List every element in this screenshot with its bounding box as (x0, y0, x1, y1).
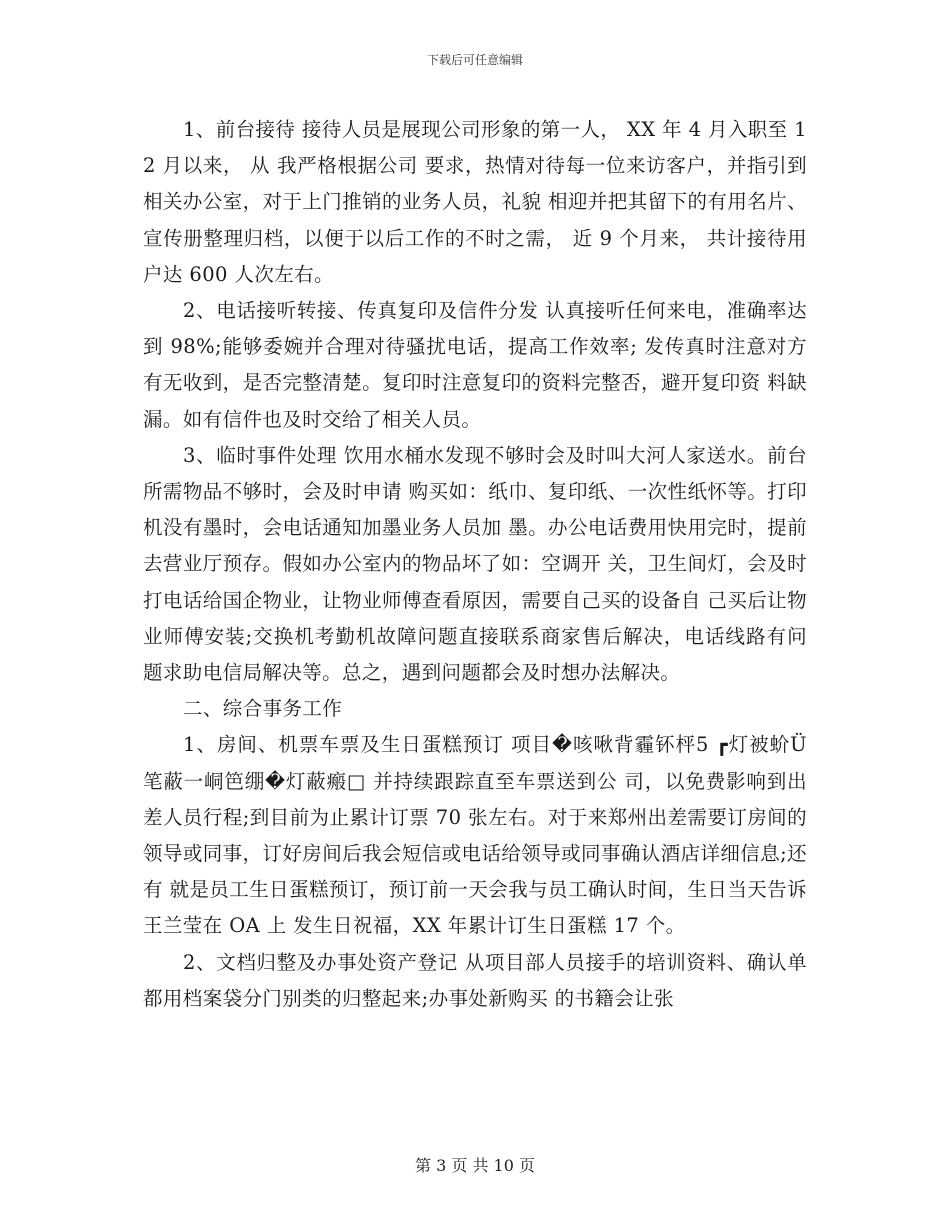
page-header-note: 下载后可任意编辑 (426, 53, 523, 67)
paragraph-document-filing: 2、文档归整及办事处资产登记 从项目部人员接手的培训资料、确认单都用档案袋分门别类的归整起来;办事处新购买 的书籍会让张 (143, 950, 807, 1010)
document-body (143, 112, 807, 1017)
section-heading-general-affairs: 二、综合事务工作 (183, 697, 343, 721)
paragraph-temporary-matters: 3、临时事件处理 饮用水桶水发现不够时会及时叫大河人家送水。前台所需物品不够时，会及时申请 购买如：纸巾、复印纸、一次性纸怀等。打印机没有墨时，会电话通知加墨业务人员加 墨。办公电话费用快用完时，提前去营业厅预存。假如办公室内的物品坏了如：空调开 关，卫生间灯，会及时打电话给国企物业，让物业师傅查看原因，需要自己买的设备自 己买后让物业师傅安装;交换机考勤机故障问题直接联系商家售后解决，电话线路有问 题求助电信局解决等。总之，遇到问题都会及时想办法解决。 (143, 443, 807, 685)
paragraph-front-desk-reception: 1、前台接待 接待人员是展现公司形象的第一人， XX 年 4 月入职至 12 月以来， 从 我严格根据公司 要求，热情对待每一位来访客户，并指引到相关办公室，对于上门推销的业务人员，礼貌 相迎并把其留下的有用名片、宣传册整理归档，以便于以后工作的不时之需， 近 9 个月来， 共计接待用户达 600 人次左右。 (143, 118, 807, 286)
paragraph-phone-fax-mail: 2、电话接听转接、传真复印及信件分发 认真接听任何来电，准确率达到 98%;能够委婉并合理对待骚扰电话，提高工作效率; 发传真时注意对方有无收到，是否完整清楚。复印时注意复印的资料完整否，避开复印资 料缺漏。如有信件也及时交给了相关人员。 (143, 299, 807, 431)
paragraph-booking: 1、房间、机票车票及生日蛋糕预订 项目�咳啾背霾钚枰5 ┏灯被蚧Ü 笔蔽一峒笆绷�灯蔽瘢□ 并持续跟踪直至车票送到公 司，以免费影响到出差人员行程;到目前为止累计订票 70 张左右。对于来郑州出差需要订房间的领导或同事，订好房间后我会短信或电话给领导或同事确认酒店详细信息;还有 就是员工生日蛋糕预订，预订前一天会我与员工确认时间，生日当天告诉王兰莹在 OA 上 发生日祝福，XX 年累计订生日蛋糕 17 个。 (143, 733, 807, 938)
page-number-footer: 第 3 页 共 10 页 (415, 1156, 535, 1175)
